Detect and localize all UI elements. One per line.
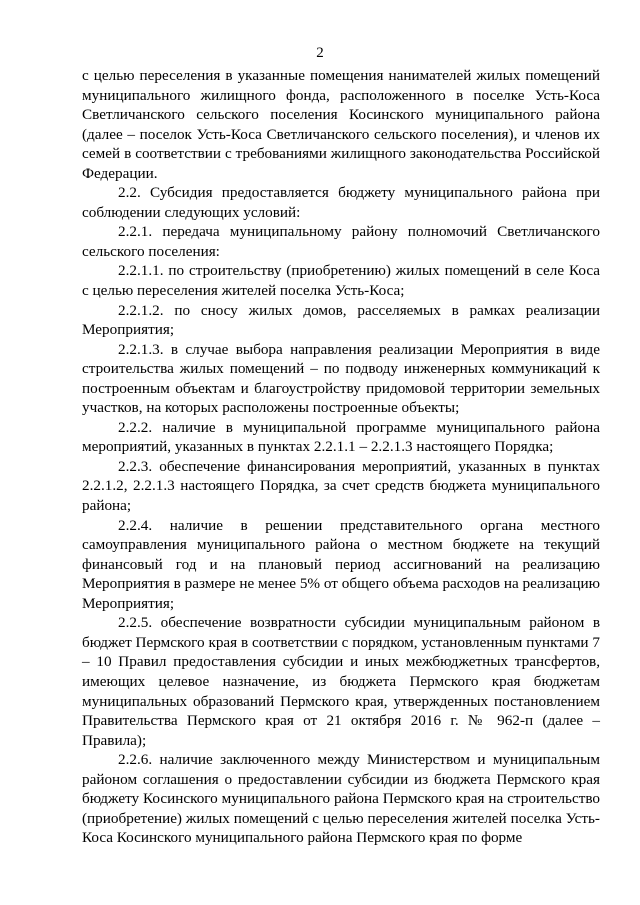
body-text bbox=[82, 66, 600, 848]
paragraph-2-2-6: 2.2.6. наличие заключенного между Министерством и муниципальным районом соглашения о предоставлении субсидии из бюджета Пермского края бюджету Косинского муниципального района Пермского края на строительство (приобретение) жилых помещений с целью переселения жителей поселка Усть-Коса Косинского муниципального района Пермского края по форме bbox=[82, 751, 600, 847]
paragraph-continuation: с целью переселения в указанные помещения нанимателей жилых помещений муниципального жилищного фонда, расположенного в поселке Усть-Коса Светличанского сельского поселения Косинского муниципального района (далее – поселок Усть-Коса Светличанского сельского поселения), и членов их семей в соответствии с требованиями жилищного законодательства Российской Федерации. bbox=[82, 67, 600, 182]
paragraph-2-2-1-1: 2.2.1.1. по строительству (приобретению) жилых помещений в селе Коса с целью переселения жителей поселка Усть-Коса; bbox=[82, 262, 600, 300]
paragraph-2-2-2: 2.2.2. наличие в муниципальной программе муниципального района мероприятий, указанных в пунктах 2.2.1.1 – 2.2.1.3 настоящего Порядка; bbox=[82, 418, 600, 456]
paragraph-2-2-3: 2.2.3. обеспечение финансирования мероприятий, указанных в пунктах 2.2.1.2, 2.2.1.3 настоящего Порядка, за счет средств бюджета муниципального района; bbox=[82, 457, 600, 515]
paragraph-2-2-1-3: 2.2.1.3. в случае выбора направления реализации Мероприятия в виде строительства жилых помещений – по подводу инженерных коммуникаций к построенным объектам и благоустройству придомовой территории земельных участков, на которых расположены построенные объекты; bbox=[82, 340, 600, 417]
page-number: 2 bbox=[316, 45, 324, 61]
paragraph-2-2-1: 2.2.1. передача муниципальному району полномочий Светличанского сельского поселения: bbox=[82, 223, 600, 260]
paragraph-2-2: 2.2. Субсидия предоставляется бюджету муниципального района при соблюдении следующих условий: bbox=[82, 184, 600, 221]
paragraph-2-2-1-2: 2.2.1.2. по сносу жилых домов, расселяемых в рамках реализации Мероприятия; bbox=[82, 301, 600, 339]
paragraph-2-2-4: 2.2.4. наличие в решении представительного органа местного самоуправления муниципального района о местном бюджете на текущий финансовый год и на плановый период ассигнований на реализацию Мероприятия в размере не менее 5% от общего объема расходов на реализацию Мероприятия; bbox=[82, 516, 600, 612]
paragraph-2-2-5: 2.2.5. обеспечение возвратности субсидии муниципальным районом в бюджет Пермского края в соответствии с порядком, установленным пунктами 7 – 10 Правил предоставления субсидии и иных межбюджетных трансфертов, имеющих целевое назначение, из бюджета Пермского края бюджетам муниципальных образований Пермского края, утвержденных постановлением Правительства Пермского края от 21 октября 2016 г. № 962-п (далее – Правила); bbox=[82, 614, 600, 749]
